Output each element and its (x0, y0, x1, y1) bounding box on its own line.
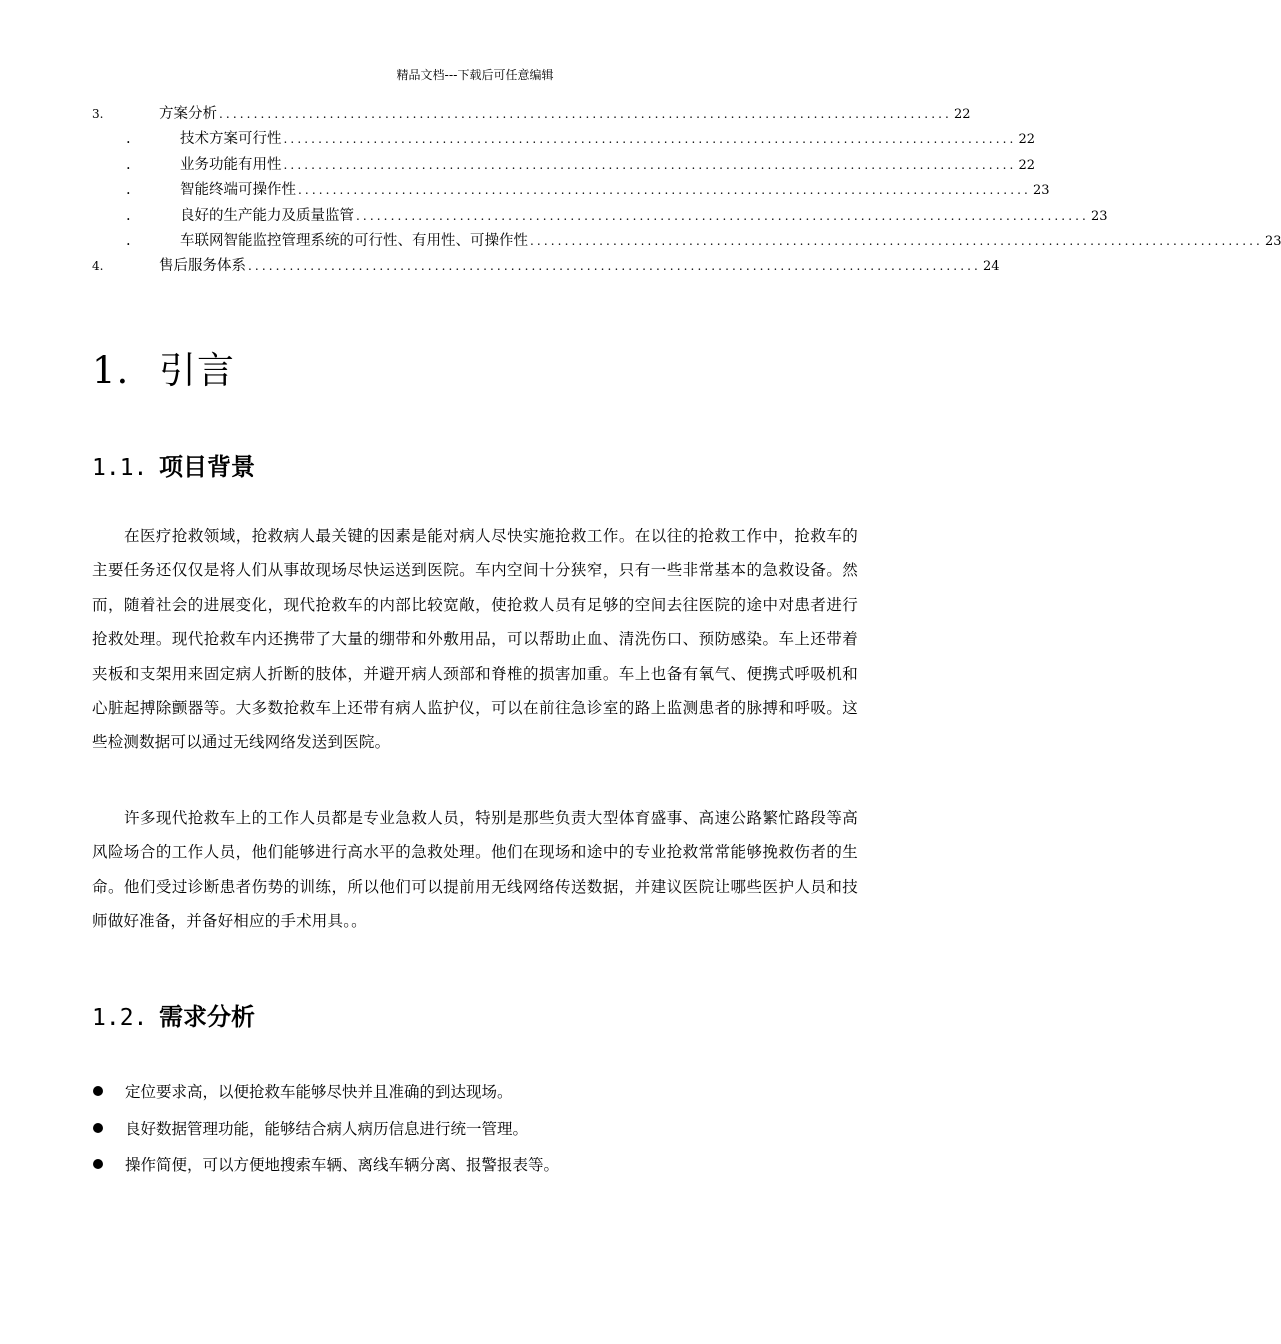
toc-number: 3. (92, 107, 104, 121)
section-title: 需求分析 (159, 1003, 255, 1031)
section-title: 项目背景 (159, 453, 255, 481)
bullet-icon (93, 1086, 103, 1096)
requirements-list (92, 1073, 858, 1183)
toc-leader: .......................................................................................................... (283, 157, 1017, 172)
list-item (92, 1110, 858, 1147)
toc-page-number: 23 (1264, 233, 1281, 249)
page-header: 精品文档---下载后可任意编辑 (396, 68, 554, 82)
toc-page-number: 23 (1032, 183, 1050, 199)
toc-page-number: 24 (982, 259, 1000, 275)
bullet-icon (93, 1123, 103, 1133)
toc-leader: .......................................................................................................... (283, 132, 1017, 147)
toc-leader: .......................................................................................................... (530, 233, 1263, 248)
toc-entry[interactable] (92, 204, 1108, 229)
toc-page-number: 22 (1018, 157, 1035, 173)
toc-entry[interactable] (92, 254, 1000, 279)
toc-number: . (126, 232, 131, 249)
toc-entry[interactable] (92, 178, 1050, 203)
toc-page-number: 23 (1090, 208, 1108, 224)
paragraph-background-1: 在医疗抢救领域，抢救病人最关键的因素是能对病人尽快实施抢救工作。在以往的抢救工作中，抢救车的主要任务还仅仅是将人们从事故现场尽快运送到医院。车内空间十分狭窄，只有一些非常基本的急救设备。然而，随着社会的进展变化，现代抢救车的内部比较宽敞，使抢救人员有足够的空间去往医院的途中对患者进行抢救处理。现代抢救车内还携带了大量的绷带和外敷用品，可以帮助止血、清洗伤口、预防感染。车上还带着夹板和支架用来固定病人折断的肢体，并避开病人颈部和脊椎的损害加重。车上也备有氧气、便携式呼吸机和心脏起搏除颤器等。大多数抢救车上还带有病人监护仪，可以在前往急诊室的路上监测患者的脉搏和呼吸。这些检测数据可以通过无线网络发送到医院。 (92, 527, 858, 752)
toc-title: 技术方案可行性 (180, 131, 282, 148)
list-item (92, 1073, 858, 1110)
section-number: 1.1. (92, 455, 148, 481)
toc-number: 4. (92, 259, 104, 274)
toc-leader: .......................................................................................................... (248, 259, 981, 274)
toc-entry[interactable] (92, 229, 1281, 254)
section-heading-1-2 (92, 997, 255, 1032)
toc-page-number: 22 (1018, 132, 1035, 148)
toc-page-number: 22 (953, 107, 971, 122)
paragraph-background-2: 许多现代抢救车上的工作人员都是专业急救人员，特别是那些负责大型体育盛事、高速公路繁忙路段等高风险场合的工作人员，他们能够进行高水平的急救处理。他们在现场和途中的专业抢救常常能够挽救伤者的生命。他们受过诊断患者伤势的训练，所以他们可以提前用无线网络传送数据，并建议医院让哪些医护人员和技师做好准备，并备好相应的手术用具。。 (92, 809, 858, 931)
toc-title: 业务功能有用性 (180, 156, 282, 173)
toc-leader: .......................................................................................................... (356, 208, 1089, 223)
section-number: 1. (92, 349, 130, 392)
toc-leader: .......................................................................................................... (298, 183, 1031, 198)
toc-title: 售后服务体系 (159, 258, 246, 275)
section-title: 引言 (159, 349, 235, 392)
list-item-text: 良好数据管理功能，能够结合病人病历信息进行统一管理。 (125, 1119, 529, 1138)
toc-number: . (126, 131, 131, 148)
toc-title: 车联网智能监控管理系统的可行性、有用性、可操作性 (180, 232, 528, 249)
toc-entry[interactable] (92, 102, 971, 127)
section-number: 1.2. (92, 1005, 148, 1031)
section-heading-1 (92, 340, 235, 394)
toc-title: 方案分析 (159, 106, 217, 122)
list-item-text: 操作简便，可以方便地搜索车辆、离线车辆分离、报警报表等。 (125, 1156, 560, 1175)
list-item-text: 定位要求高，以便抢救车能够尽快并且准确的到达现场。 (125, 1083, 513, 1102)
table-of-contents (92, 102, 1281, 280)
toc-number: . (126, 156, 131, 173)
list-item (92, 1146, 858, 1183)
toc-number: . (126, 182, 131, 199)
toc-entry[interactable] (92, 127, 1035, 152)
toc-number: . (126, 207, 131, 224)
toc-title: 良好的生产能力及质量监管 (180, 207, 354, 224)
section-heading-1-1 (92, 447, 255, 482)
toc-title: 智能终端可操作性 (180, 182, 296, 199)
toc-leader: .......................................................................................................... (219, 107, 952, 121)
toc-entry[interactable] (92, 153, 1035, 178)
bullet-icon (93, 1159, 103, 1169)
